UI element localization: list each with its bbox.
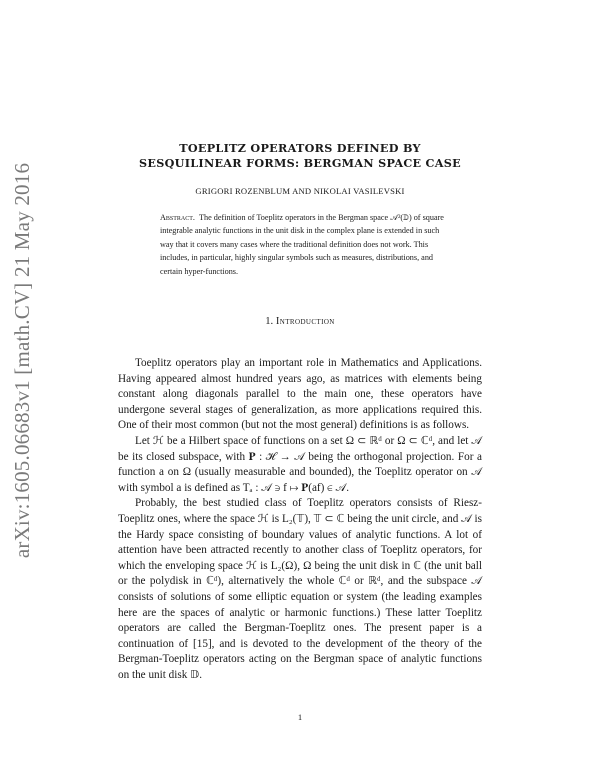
title-line-2: SESQUILINEAR FORMS: BERGMAN SPACE CASE	[139, 156, 461, 170]
paper-title	[120, 141, 480, 171]
section-title: Introduction	[275, 316, 335, 327]
paragraph-1: Toeplitz operators play an important role in Mathematics and Applications. Having appeared almost hundred years ago, as matrices with elements being constant along diagonals parallel to the main one, these operators have undergone several stages of generalization, as more applications required this. One of their most common (but not the most general) definitions is as follows.	[118, 357, 482, 432]
title-line-1: TOEPLITZ OPERATORS DEFINED BY	[179, 141, 421, 155]
paragraph-2: Let ℋ be a Hilbert space of functions on a set Ω ⊂ ℝᵈ or Ω ⊂ ℂᵈ, and let 𝒜 be its closed subspace, with 𝐏 : ℋ → 𝒜 being the orthogonal projection. For a function a on Ω (usually measurable and bounded), the Toeplitz operator on 𝒜 with symbol a is defined as Tₐ : 𝒜 ∋ f ↦ 𝐏(af) ∈ 𝒜.	[118, 434, 482, 494]
paragraph-3: Probably, the best studied class of Toeplitz operators consists of Riesz-Toeplitz ones, where the space ℋ is L₂(𝕋), 𝕋 ⊂ ℂ being the unit circle, and 𝒜 is the Hardy space consisting of boundary values of analytic functions. A lot of attention have been attracted recently to another class of Toeplitz operators, for which the enveloping space ℋ is L₂(Ω), Ω being the unit disk in ℂ (the unit ball or the polydisk in ℂᵈ), alternatively the whole ℂᵈ or ℝᵈ, and the subspace 𝒜 consists of solutions of some elliptic equation or system (the leading examples here are the spaces of analytic or harmonic functions.) These latter Toeplitz operators are called the Bergman-Toeplitz ones. The present paper is a continuation of [15], and is devoted to the development of the theory of the Bergman-Toeplitz operators acting on the Bergman space of analytic functions on the unit disk 𝔻.	[118, 497, 482, 681]
arxiv-identifier-stamp	[6, 110, 40, 610]
arxiv-id-text: arXiv:1605.06683v1 [math.CV] 21 May 2016	[10, 162, 35, 558]
abstract-text: The definition of Toeplitz operators in the Bergman space 𝒜²(𝔻) of square integrable analytic functions in the unit disk in the complex plane is extended in such way that it covers many cases where the traditional definition does not work. This includes, in particular, highly singular symbols such as measures, distributions, and certain hyper-functions.	[160, 213, 444, 276]
abstract	[160, 211, 450, 278]
section-heading	[120, 316, 480, 327]
body-text	[118, 356, 482, 683]
section-number: 1.	[265, 316, 274, 327]
page-number: 1	[297, 712, 303, 722]
paper-authors: GRIGORI ROZENBLUM AND NIKOLAI VASILEVSKI	[195, 186, 405, 196]
abstract-label: Abstract.	[160, 213, 195, 222]
